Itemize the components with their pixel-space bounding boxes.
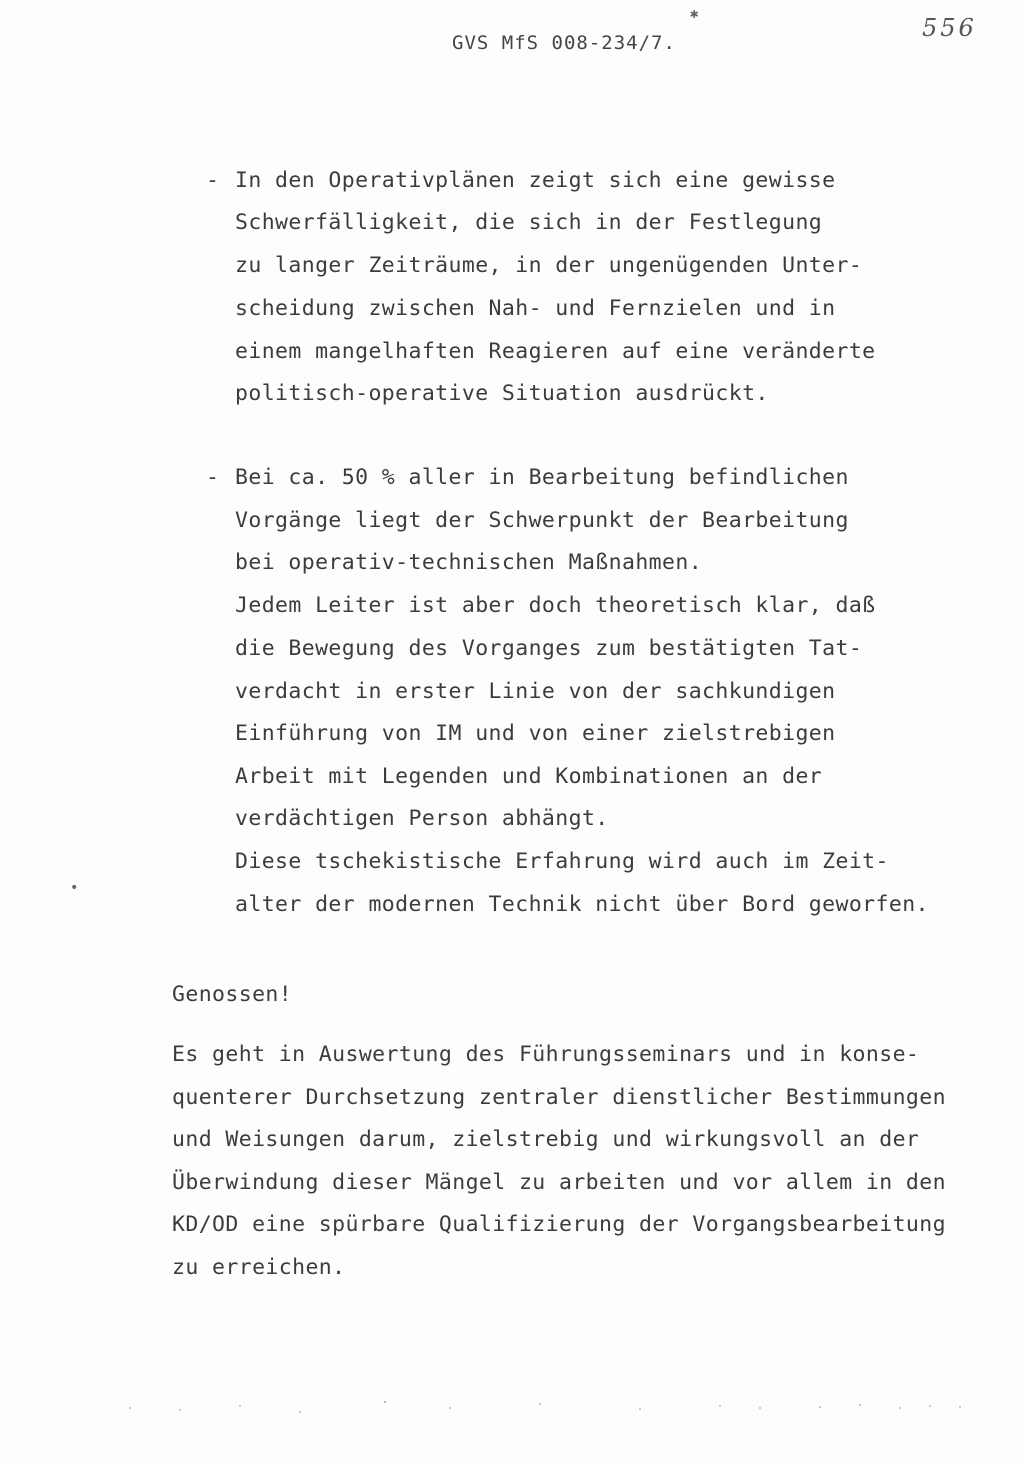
paragraph-line: Es geht in Auswertung des Führungsseminars und in konse- (172, 1042, 920, 1067)
paragraph-line: KD/OD eine spürbare Qualifizierung der Vorgangsbearbeitung (172, 1212, 946, 1237)
salutation: Genossen! (172, 982, 293, 1007)
bullet1-line: In den Operativplänen zeigt sich eine gewisse (235, 168, 836, 193)
stray-mark-icon: ✱ (690, 6, 699, 22)
paragraph-line: und Weisungen darum, zielstrebig und wirkungsvoll an der (172, 1127, 920, 1152)
bullet1-line: Schwerfälligkeit, die sich in der Festlegung (235, 210, 823, 235)
bullet2-line: Arbeit mit Legenden und Kombinationen an der (235, 764, 823, 789)
paragraph-line: quenterer Durchsetzung zentraler dienstlicher Bestimmungen (172, 1085, 946, 1110)
bullet-marker: - (206, 168, 219, 193)
bullet2-line: Einführung von IM und von einer zielstrebigen (235, 721, 836, 746)
bullet2-line: verdacht in erster Linie von der sachkundigen (235, 679, 836, 704)
page-number: 556 (922, 14, 977, 42)
bullet2-line: Vorgänge liegt der Schwerpunkt der Bearbeitung (235, 508, 849, 533)
bullet1-line: scheidung zwischen Nah- und Fernzielen und in (235, 296, 836, 321)
document-header: GVS MfS 008-234/7. (452, 32, 676, 54)
bullet2-line: bei operativ-technischen Maßnahmen. (235, 550, 703, 575)
bullet2-line: Bei ca. 50 % aller in Bearbeitung befindlichen (235, 465, 849, 490)
bullet2-line: Diese tschekistische Erfahrung wird auch im Zeit- (235, 849, 889, 874)
stray-mark-icon: • (70, 880, 79, 896)
bullet1-line: politisch-operative Situation ausdrückt. (235, 381, 769, 406)
scan-noise (120, 1390, 980, 1420)
bullet2-line: verdächtigen Person abhängt. (235, 806, 609, 831)
bullet2-line: alter der modernen Technik nicht über Bord geworfen. (235, 892, 929, 917)
bullet-marker: - (206, 465, 219, 490)
bullet2-line: die Bewegung des Vorganges zum bestätigten Tat- (235, 636, 863, 661)
bullet1-line: zu langer Zeiträume, in der ungenügenden Unter- (235, 253, 863, 278)
bullet2-line: Jedem Leiter ist aber doch theoretisch klar, daß (235, 593, 876, 618)
paragraph-line: zu erreichen. (172, 1255, 346, 1280)
paragraph-line: Überwindung dieser Mängel zu arbeiten und vor allem in den (172, 1170, 946, 1195)
bullet1-line: einem mangelhaften Reagieren auf eine veränderte (235, 339, 876, 364)
